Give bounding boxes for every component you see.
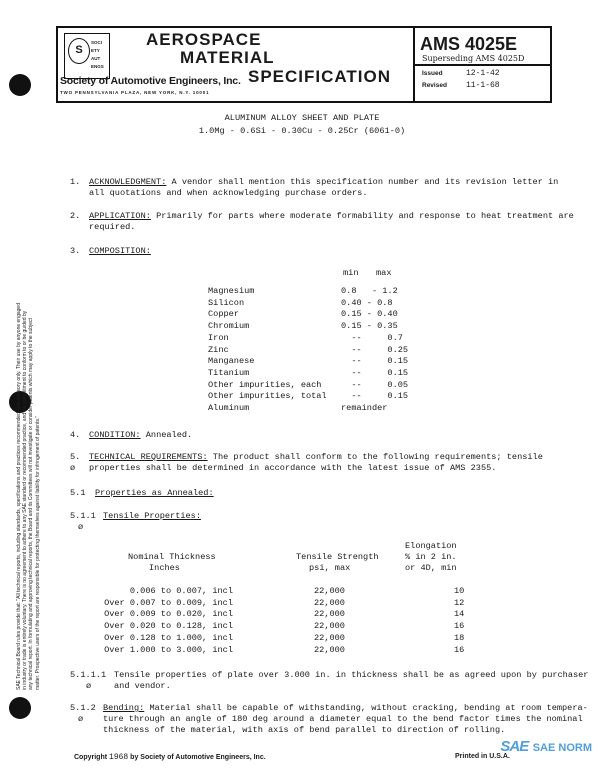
header-title-1: AEROSPACE [146,30,262,49]
section-5111-line: and vendor. [114,681,171,691]
revised-label: Revised [422,82,447,89]
table-header: Nominal Thickness [128,552,216,562]
composition-range: 0.15 - 0.40 [341,309,398,320]
composition-range: -- 0.15 [341,391,409,402]
copyright-line: Copyright 1968 by Society of Automotive Engineers, Inc. [74,753,266,762]
tensile-strength-cell: 22,000 [314,609,345,620]
table-header: % in 2 in. [405,552,457,562]
elongation-cell: 10 [454,586,465,596]
elongation-cell: 16 [454,621,465,632]
section-512-line: Bending: Material shall be capable of withstanding, without cracking, bending at room tempera- [103,703,588,713]
section-number: 1. [70,177,81,187]
table-header: Tensile Strength [296,552,379,562]
section-number: 5.1 [70,488,86,498]
composition-range: -- 0.15 [341,367,409,378]
thickness-cell: Over 0.009 to 0.020, incl [104,609,233,620]
elongation-cell: 16 [454,644,465,655]
header-title-3: SPECIFICATION [248,67,392,86]
composition-range: -- 0.25 [341,344,409,355]
issued-date: 12-1-42 [466,69,500,78]
spec-number: AMS 4025E [420,34,518,54]
thickness-cell: Over 0.128 to 1.000, incl [104,632,233,643]
watermark-logo: SAE [500,738,529,755]
section-5-line: TECHNICAL REQUIREMENTS: The product shall conform to the following requirements; tensile [89,452,543,462]
composition-element: Silicon [208,297,245,308]
composition-element: Manganese [208,356,255,367]
composition-element: Iron [208,332,229,343]
section-2-line: APPLICATION: Primarily for parts where moderate formability and response to heat treatment are [89,211,574,221]
tensile-strength-cell: 22,000 [314,597,345,608]
table-header: Inches [149,563,180,573]
society-address: TWO PENNSYLVANIA PLAZA, NEW YORK, N.Y. 10001 [60,90,210,95]
composition-range: remainder [341,403,388,413]
composition-range: 0.8 - 1.2 [341,286,398,296]
composition-range: -- 0.05 [341,379,409,390]
section-title: COMPOSITION: [89,246,151,256]
binder-hole [9,697,31,719]
section-title: Bending: [103,703,145,713]
disclaimer-line: SAE Technical Board rules provide that: "All technical reports, including standards, specifications and practices recommended, are advisory only. Their use by anyone engaged [16,303,22,690]
issued-label: Issued [422,70,443,77]
disclaimer-line: any technical report. In formulating and approving technical reports, the Board and its Committees will not investigate or consider patents which may apply to the subject [28,318,35,690]
side-disclaimer [16,303,41,690]
header-title-2: MATERIAL [180,48,275,67]
elongation-cell: 14 [454,609,465,620]
revision-mark: ø [78,522,84,532]
elongation-cell: 12 [454,597,465,608]
revised-date: 11-1-68 [466,81,500,90]
composition-element: Chromium [208,321,250,332]
composition-range: -- 0.15 [341,356,409,367]
sae-logo [64,33,110,79]
disclaimer-line: in industry or trade is entirely voluntary. There is no agreement to adhere to any SAE standard or recommended practice, and no commitment to conform to or be guided by [22,310,29,690]
composition-range: 0.15 - 0.35 [341,321,398,332]
section-1-line: ACKNOWLEDGMENT: A vendor shall mention this specification number and its revision letter in [89,177,559,187]
composition-element: Copper [208,309,239,320]
thickness-cell: 0.006 to 0.007, incl [129,586,233,596]
section-1-line: all quotations and when acknowledging purchase orders. [89,188,368,198]
table-header: psi, max [309,563,351,573]
document-subtitle: 1.0Mg - 0.6Si - 0.30Cu - 0.25Cr (6061-0) [198,126,406,136]
composition-element: Aluminum [208,403,250,413]
section-number: 5. [70,452,81,462]
thickness-cell: Over 0.020 to 0.128, incl [104,621,233,632]
watermark-text: SAE NORM [532,742,592,754]
composition-range: 0.40 - 0.8 [341,297,393,308]
section-number: 3. [70,246,81,256]
composition-range: -- 0.7 [341,332,403,343]
society-name: Society of Automotive Engineers, Inc. [60,75,241,87]
composition-max-header: max [376,268,392,278]
revision-mark: ø [70,463,76,473]
watermark [500,738,592,756]
table-header: Elongation [405,541,457,551]
section-4-line: CONDITION: Annealed. [89,430,193,440]
composition-min-header: min [343,268,359,278]
section-title: APPLICATION: [89,211,151,221]
section-title: CONDITION: [89,430,141,440]
elongation-cell: 18 [454,632,465,643]
logo-emblem: S [68,38,90,64]
revision-mark: ø [86,681,92,691]
section-512-line: ture through an angle of 180 deg around a diameter equal to the bend factor times the nominal [103,714,583,724]
section-2-line: required. [89,222,136,232]
disclaimer-line: matter. Prospective users of the report are responsible for protecting themselves against liability for infringement of patents." [34,415,41,690]
revision-mark: ø [78,714,84,724]
tensile-strength-cell: 22,000 [314,632,345,643]
tensile-strength-cell: 22,000 [314,621,345,632]
composition-element: Magnesium [208,286,255,296]
table-header: or 4D, min [405,563,457,573]
tensile-strength-cell: 22,000 [314,586,345,596]
composition-element: Other impurities, each [208,379,322,390]
logo-words: SOCI ETY AUT ENGS [91,40,104,69]
section-512-line: thickness of the material, with axis of bend parallel to direction of rolling. [103,725,506,735]
section-title: Properties as Annealed: [95,488,214,498]
thickness-cell: Over 0.007 to 0.009, incl [104,597,233,608]
section-title: TECHNICAL REQUIREMENTS: [89,452,208,462]
section-title: Tensile Properties: [103,511,201,521]
section-number: 4. [70,430,81,440]
section-5-line: properties shall be determined in accordance with the latest issue of AMS 2355. [89,463,497,473]
thickness-cell: Over 1.000 to 3.000, incl [104,644,233,655]
composition-element: Titanium [208,367,250,378]
composition-element: Zinc [208,344,229,355]
spec-header [56,26,552,103]
section-5111-line: Tensile properties of plate over 3.000 in. in thickness shall be as agreed upon by purchaser [114,670,589,680]
composition-element: Other impurities, total [208,391,327,402]
section-number: 5.1.2 [70,703,96,713]
document-title: ALUMINUM ALLOY SHEET AND PLATE [224,113,380,123]
superseding-note: Superseding AMS 4025D [422,54,525,63]
printed-note: Printed in U.S.A. [455,753,510,760]
section-number: 5.1.1 [70,511,96,521]
binder-hole [9,74,31,96]
section-number: 5.1.1.1 [70,670,107,680]
tensile-strength-cell: 22,000 [314,644,345,655]
section-number: 2. [70,211,81,221]
section-title: ACKNOWLEDGMENT: [89,177,167,187]
